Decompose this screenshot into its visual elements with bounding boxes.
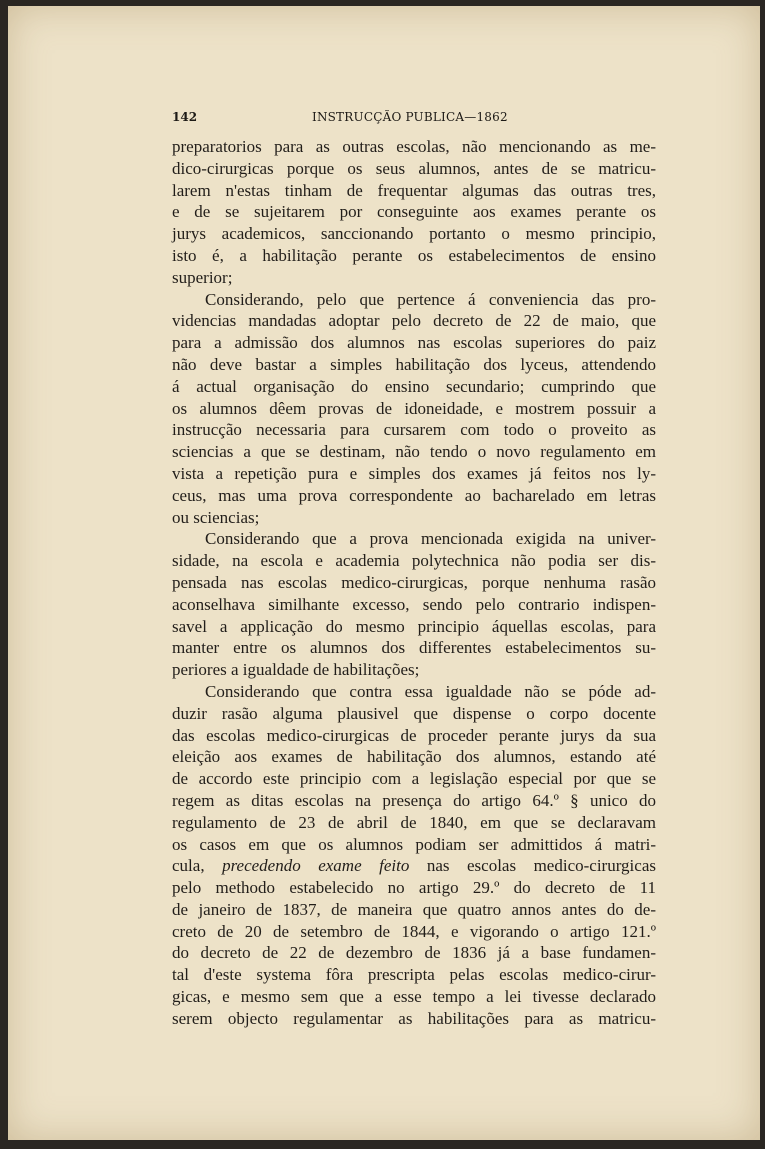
text-line: duzir rasão alguma plausivel que dispense o corpo docente bbox=[172, 703, 656, 723]
text-segment: nas escolas medico-cirurgicas bbox=[409, 856, 656, 876]
running-head: INSTRUCÇÃO PUBLICA—1862 bbox=[312, 110, 508, 124]
text-line: os casos em que os alumnos podiam ser admittidos á matri- bbox=[172, 834, 656, 854]
text-line: sidade, na escola e academia polytechnica não podia ser dis- bbox=[172, 551, 656, 571]
text-line: ou sciencias; bbox=[172, 507, 260, 527]
text-line: isto é, a habilitação perante os estabelecimentos de ensino bbox=[172, 245, 656, 265]
text-line: regulamento de 23 de abril de 1840, em que se declaravam bbox=[172, 812, 656, 832]
text-line: vista a repetição pura e simples dos exames já feitos nos ly- bbox=[172, 463, 656, 483]
italic-phrase: precedendo exame feito bbox=[222, 856, 410, 876]
page-number: 142 bbox=[172, 110, 198, 124]
text-line: e de se sujeitarem por conseguinte aos exames perante os bbox=[172, 202, 656, 222]
text-line: eleição aos exames de habilitação dos alumnos, estando até bbox=[172, 747, 656, 767]
text-segment: cula, bbox=[172, 856, 223, 876]
text-line: gicas, e mesmo sem que a esse tempo a lei tivesse declarado bbox=[172, 987, 656, 1007]
text-line: pelo methodo estabelecido no artigo 29.º do decreto de 11 bbox=[172, 878, 656, 898]
text-line: Considerando, pelo que pertence á conveniencia das pro- bbox=[205, 289, 656, 309]
text-line: das escolas medico-cirurgicas de proceder perante jurys da sua bbox=[172, 725, 656, 745]
text-line: Considerando que contra essa igualdade não se póde ad- bbox=[205, 681, 656, 701]
book-page bbox=[8, 6, 760, 1140]
text-line: preparatorios para as outras escolas, não mencionando as me- bbox=[172, 137, 656, 156]
text-line: Considerando que a prova mencionada exigida na univer- bbox=[205, 529, 656, 549]
text-line: periores a igualdade de habilitações; bbox=[172, 660, 420, 680]
text-line: creto de 20 de setembro de 1844, e vigorando o artigo 121.º bbox=[172, 921, 656, 941]
text-line: regem as ditas escolas na presença do artigo 64.º § unico do bbox=[172, 790, 656, 810]
text-line: tal d'este systema fôra prescripta pelas escolas medico-cirur- bbox=[172, 965, 656, 985]
text-line: pensada nas escolas medico-cirurgicas, porque nenhuma rasão bbox=[172, 572, 656, 592]
text-line: serem objecto regulamentar as habilitações para as matricu- bbox=[172, 1008, 656, 1028]
text-line: não deve bastar a simples habilitação dos lyceus, attendendo bbox=[172, 354, 656, 374]
text-line: savel a applicação do mesmo principio áquellas escolas, para bbox=[172, 616, 656, 636]
text-line: larem n'estas tinham de frequentar algumas das outras tres, bbox=[172, 180, 656, 200]
text-line bbox=[172, 855, 656, 877]
text-line: dico-cirurgicas porque os seus alumnos, antes de se matricu- bbox=[172, 158, 656, 178]
text-line: ceus, mas uma prova correspondente ao bacharelado em letras bbox=[172, 485, 656, 505]
text-line: de janeiro de 1837, de maneira que quatro annos antes do de- bbox=[172, 899, 656, 919]
text-line: sciencias a que se destinam, não tendo o novo regulamento em bbox=[172, 442, 656, 462]
text-line: videncias mandadas adoptar pelo decreto de 22 de maio, que bbox=[172, 311, 656, 331]
text-line: os alumnos dêem provas de idoneidade, e mostrem possuir a bbox=[172, 398, 656, 418]
text-line: para a admissão dos alumnos nas escolas superiores do paiz bbox=[172, 333, 656, 353]
text-line: do decreto de 22 de dezembro de 1836 já a base fundamen- bbox=[172, 943, 656, 963]
text-line: de accordo este principio com a legislação especial por que se bbox=[172, 769, 656, 789]
text-line: aconselhava similhante excesso, sendo pelo contrario indispen- bbox=[172, 594, 656, 614]
text-line: jurys academicos, sanccionando portanto o mesmo principio, bbox=[172, 224, 656, 244]
text-line: superior; bbox=[172, 267, 233, 287]
text-line: manter entre os alumnos dos differentes estabelecimentos su- bbox=[172, 638, 656, 658]
text-line: instrucção necessaria para cursarem com todo o proveito as bbox=[172, 420, 656, 440]
page-header bbox=[172, 108, 656, 128]
body-text bbox=[172, 136, 656, 1030]
text-line: á actual organisação do ensino secundario; cumprindo que bbox=[172, 376, 656, 396]
